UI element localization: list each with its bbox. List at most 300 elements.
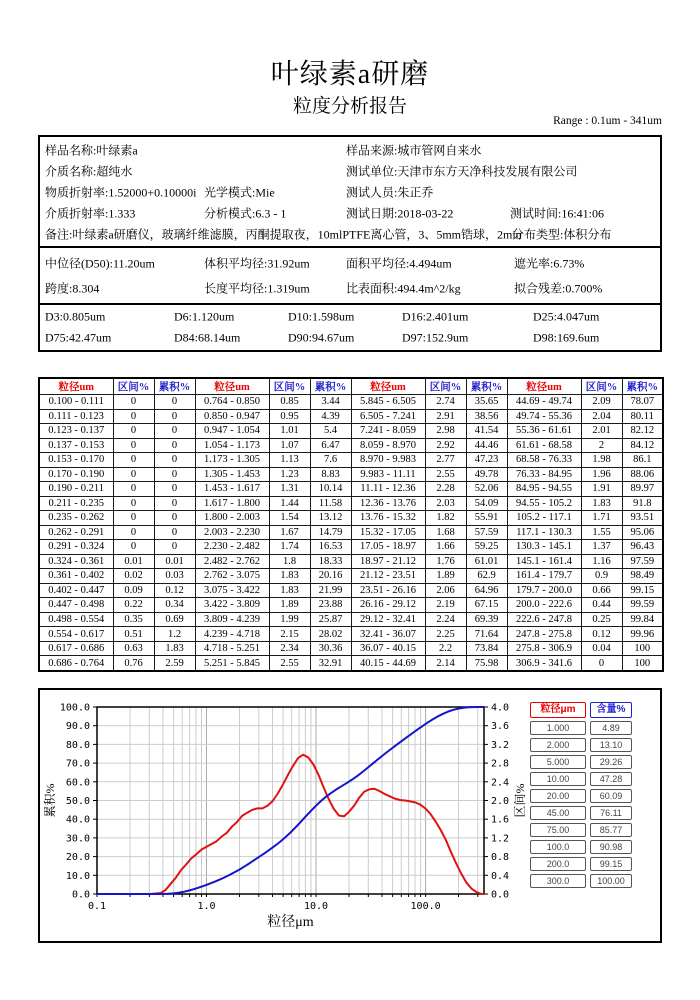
size-column-header: 粒径um <box>195 378 269 395</box>
checkpoint-size-value: 75.00 <box>530 823 586 837</box>
dist-range-cell: 275.8 - 306.9 <box>507 641 581 656</box>
checkpoint-content-header: 含量% <box>590 702 632 718</box>
dist-cumulative-cell: 82.12 <box>622 424 663 439</box>
dist-range-cell: 76.33 - 84.95 <box>507 467 581 482</box>
dist-range-cell: 29.12 - 32.41 <box>351 612 425 627</box>
dist-range-cell: 179.7 - 200.0 <box>507 583 581 598</box>
checkpoint-row <box>530 840 634 854</box>
x-axis-title: 粒径μm <box>267 915 314 930</box>
distribution-row <box>39 569 663 584</box>
svg-text:60.0: 60.0 <box>65 777 90 789</box>
material-refractive-index: 物质折射率:1.52000+0.10000i <box>45 185 197 199</box>
distribution-row <box>39 540 663 555</box>
dist-cumulative-cell: 0 <box>154 482 195 497</box>
checkpoint-row <box>530 857 634 871</box>
stat-row <box>40 276 660 302</box>
dist-cumulative-cell: 57.59 <box>466 525 507 540</box>
dist-cumulative-cell: 0.12 <box>154 583 195 598</box>
d-values-box <box>38 303 662 352</box>
dist-range-cell: 0.211 - 0.235 <box>39 496 113 511</box>
distribution-table <box>38 377 664 672</box>
distribution-row <box>39 409 663 424</box>
dist-range-cell: 0.498 - 0.554 <box>39 612 113 627</box>
dist-cumulative-cell: 64.96 <box>466 583 507 598</box>
dist-interval-cell: 0 <box>113 424 154 439</box>
obscuration: 遮光率:6.73% <box>514 256 585 271</box>
dist-range-cell: 0.764 - 0.850 <box>195 395 269 410</box>
dist-interval-cell: 2.04 <box>581 409 622 424</box>
svg-text:80.0: 80.0 <box>65 739 90 751</box>
dist-interval-cell: 2.19 <box>425 598 466 613</box>
optical-model: 光学模式:Mie <box>204 185 275 199</box>
dist-cumulative-cell: 13.12 <box>310 511 351 526</box>
test-time: 测试时间:16:41:06 <box>510 206 605 220</box>
svg-text:0.8: 0.8 <box>491 852 510 864</box>
checkpoint-size-value: 5.000 <box>530 755 586 769</box>
distribution-row <box>39 612 663 627</box>
dist-interval-cell: 2.28 <box>425 482 466 497</box>
dist-range-cell: 3.809 - 4.239 <box>195 612 269 627</box>
dist-interval-cell: 1.55 <box>581 525 622 540</box>
dist-range-cell: 0.262 - 0.291 <box>39 525 113 540</box>
d75-value: D75:42.47um <box>45 330 112 345</box>
dist-interval-cell: 1.54 <box>269 511 310 526</box>
dist-interval-cell: 2.06 <box>425 583 466 598</box>
distribution-row <box>39 424 663 439</box>
dist-cumulative-cell: 99.96 <box>622 627 663 642</box>
d98-value: D98:169.6um <box>533 330 600 345</box>
dist-range-cell: 94.55 - 105.2 <box>507 496 581 511</box>
d97-value: D97:152.9um <box>402 330 469 345</box>
dist-cumulative-cell: 6.47 <box>310 438 351 453</box>
dist-range-cell: 4.239 - 4.718 <box>195 627 269 642</box>
dist-cumulative-cell: 0 <box>154 409 195 424</box>
checkpoint-size-value: 45.00 <box>530 806 586 820</box>
dist-cumulative-cell: 54.09 <box>466 496 507 511</box>
checkpoint-row <box>530 874 634 888</box>
sample-info-box <box>38 135 662 248</box>
checkpoint-row <box>530 721 634 735</box>
svg-text:4.0: 4.0 <box>491 702 510 714</box>
dist-interval-cell: 0.9 <box>581 569 622 584</box>
dist-range-cell: 3.075 - 3.422 <box>195 583 269 598</box>
dist-interval-cell: 0.51 <box>113 627 154 642</box>
dist-interval-cell: 2.55 <box>269 656 310 671</box>
dist-range-cell: 161.4 - 179.7 <box>507 569 581 584</box>
distribution-row <box>39 453 663 468</box>
dist-range-cell: 40.15 - 44.69 <box>351 656 425 671</box>
dist-range-cell: 117.1 - 130.3 <box>507 525 581 540</box>
report-subtitle: 粒度分析报告 <box>292 96 407 117</box>
dist-range-cell: 0.361 - 0.402 <box>39 569 113 584</box>
cumulative-column-header: 累积% <box>154 378 195 395</box>
dist-interval-cell: 0 <box>113 395 154 410</box>
cumulative-column-header: 累积% <box>622 378 663 395</box>
dist-range-cell: 17.05 - 18.97 <box>351 540 425 555</box>
dist-range-cell: 7.241 - 8.059 <box>351 424 425 439</box>
dist-interval-cell: 1.71 <box>581 511 622 526</box>
dist-interval-cell: 1.89 <box>425 569 466 584</box>
dist-interval-cell: 0.95 <box>269 409 310 424</box>
dist-range-cell: 0.100 - 0.111 <box>39 395 113 410</box>
dist-interval-cell: 1.37 <box>581 540 622 555</box>
interval-column-header: 区间% <box>113 378 154 395</box>
info-row <box>40 160 660 181</box>
dist-cumulative-cell: 89.97 <box>622 482 663 497</box>
checkpoint-row <box>530 772 634 786</box>
distribution-row <box>39 482 663 497</box>
dist-range-cell: 0.617 - 0.686 <box>39 641 113 656</box>
svg-text:30.0: 30.0 <box>65 833 90 845</box>
checkpoint-content-value: 47.28 <box>590 772 632 786</box>
dist-cumulative-cell: 5.4 <box>310 424 351 439</box>
svg-text:0.1: 0.1 <box>87 901 107 912</box>
dist-range-cell: 1.800 - 2.003 <box>195 511 269 526</box>
dist-cumulative-cell: 78.07 <box>622 395 663 410</box>
checkpoint-content-value: 85.77 <box>590 823 632 837</box>
dist-interval-cell: 0 <box>581 656 622 671</box>
svg-text:50.0: 50.0 <box>65 796 90 807</box>
dist-interval-cell: 1.76 <box>425 554 466 569</box>
dist-cumulative-cell: 11.58 <box>310 496 351 511</box>
dist-range-cell: 84.95 - 94.55 <box>507 482 581 497</box>
dist-interval-cell: 0 <box>113 438 154 453</box>
dist-cumulative-cell: 0 <box>154 540 195 555</box>
dist-interval-cell: 1.31 <box>269 482 310 497</box>
dist-interval-cell: 0 <box>113 482 154 497</box>
dist-interval-cell: 1.23 <box>269 467 310 482</box>
dist-cumulative-cell: 20.16 <box>310 569 351 584</box>
svg-text:100.0: 100.0 <box>410 901 441 912</box>
dist-cumulative-cell: 47.23 <box>466 453 507 468</box>
d3-value: D3:0.805um <box>45 309 106 324</box>
checkpoint-header-row <box>530 702 634 718</box>
distribution-row <box>39 641 663 656</box>
info-row <box>40 181 660 202</box>
tester: 测试人员:朱正乔 <box>346 185 434 199</box>
dist-cumulative-cell: 91.8 <box>622 496 663 511</box>
dist-range-cell: 44.69 - 49.74 <box>507 395 581 410</box>
svg-text:3.2: 3.2 <box>491 739 510 751</box>
dist-cumulative-cell: 0 <box>154 525 195 540</box>
dist-range-cell: 61.61 - 68.58 <box>507 438 581 453</box>
checkpoint-content-value: 99.15 <box>590 857 632 871</box>
dist-range-cell: 0.554 - 0.617 <box>39 627 113 642</box>
dist-interval-cell: 1.91 <box>581 482 622 497</box>
dist-cumulative-cell: 62.9 <box>466 569 507 584</box>
checkpoint-table <box>530 702 634 891</box>
dist-cumulative-cell: 30.36 <box>310 641 351 656</box>
dist-cumulative-cell: 73.84 <box>466 641 507 656</box>
dist-range-cell: 49.74 - 55.36 <box>507 409 581 424</box>
dist-cumulative-cell: 3.44 <box>310 395 351 410</box>
checkpoint-row <box>530 755 634 769</box>
dist-interval-cell: 1.66 <box>425 540 466 555</box>
dist-interval-cell: 0.22 <box>113 598 154 613</box>
dist-range-cell: 200.0 - 222.6 <box>507 598 581 613</box>
dist-cumulative-cell: 84.12 <box>622 438 663 453</box>
svg-text:2.8: 2.8 <box>491 758 510 770</box>
dist-range-cell: 0.686 - 0.764 <box>39 656 113 671</box>
dist-range-cell: 8.970 - 9.983 <box>351 453 425 468</box>
dist-cumulative-cell: 75.98 <box>466 656 507 671</box>
distribution-row <box>39 656 663 671</box>
dist-range-cell: 11.11 - 12.36 <box>351 482 425 497</box>
dist-interval-cell: 1.83 <box>581 496 622 511</box>
size-column-header: 粒径um <box>39 378 113 395</box>
dist-interval-cell: 0 <box>113 540 154 555</box>
dist-interval-cell: 2.2 <box>425 641 466 656</box>
size-column-header: 粒径um <box>507 378 581 395</box>
dist-range-cell: 3.422 - 3.809 <box>195 598 269 613</box>
d90-value: D90:94.67um <box>288 330 355 345</box>
svg-text:3.6: 3.6 <box>491 721 510 733</box>
distribution-row <box>39 511 663 526</box>
test-date: 测试日期:2018-03-22 <box>346 206 454 220</box>
fit-residual: 拟合残差:0.700% <box>514 281 603 296</box>
dist-cumulative-cell: 100 <box>622 641 663 656</box>
dist-interval-cell: 2.77 <box>425 453 466 468</box>
dist-interval-cell: 1.99 <box>269 612 310 627</box>
remark: 备注:叶绿素a研磨仪，玻璃纤维滤膜，丙酮提取夜，10mlPTFE离心管，3、5mm锆球，2min <box>45 227 522 241</box>
dist-interval-cell: 1.82 <box>425 511 466 526</box>
svg-text:100.0: 100.0 <box>59 702 90 714</box>
distribution-row <box>39 496 663 511</box>
dist-range-cell: 2.230 - 2.482 <box>195 540 269 555</box>
dist-range-cell: 1.305 - 1.453 <box>195 467 269 482</box>
checkpoint-content-value: 13.10 <box>590 738 632 752</box>
left-axis-title: 累积% <box>43 783 57 818</box>
dist-range-cell: 0.137 - 0.153 <box>39 438 113 453</box>
dist-range-cell: 130.3 - 145.1 <box>507 540 581 555</box>
dist-range-cell: 1.054 - 1.173 <box>195 438 269 453</box>
d25-value: D25:4.047um <box>533 309 600 324</box>
dist-interval-cell: 2.14 <box>425 656 466 671</box>
dist-interval-cell: 1.13 <box>269 453 310 468</box>
dist-interval-cell: 1.83 <box>269 583 310 598</box>
dist-interval-cell: 2.92 <box>425 438 466 453</box>
svg-text:0.0: 0.0 <box>71 889 90 901</box>
dist-range-cell: 55.36 - 61.61 <box>507 424 581 439</box>
dist-range-cell: 26.16 - 29.12 <box>351 598 425 613</box>
sample-name: 样品名称:叶绿素a <box>45 143 138 157</box>
dist-cumulative-cell: 61.01 <box>466 554 507 569</box>
dist-interval-cell: 2.98 <box>425 424 466 439</box>
dist-cumulative-cell: 0 <box>154 511 195 526</box>
checkpoint-row <box>530 789 634 803</box>
dist-interval-cell: 2.01 <box>581 424 622 439</box>
dist-range-cell: 6.505 - 7.241 <box>351 409 425 424</box>
dist-cumulative-cell: 28.02 <box>310 627 351 642</box>
dist-interval-cell: 2 <box>581 438 622 453</box>
svg-text:10.0: 10.0 <box>303 901 329 912</box>
span-value: 跨度:8.304 <box>45 281 100 296</box>
dist-interval-cell: 0 <box>113 453 154 468</box>
checkpoint-content-value: 29.26 <box>590 755 632 769</box>
median-d50: 中位径(D50):11.20um <box>45 256 155 271</box>
dist-range-cell: 2.003 - 2.230 <box>195 525 269 540</box>
dist-cumulative-cell: 80.11 <box>622 409 663 424</box>
dist-interval-cell: 0 <box>113 511 154 526</box>
dist-interval-cell: 0.02 <box>113 569 154 584</box>
checkpoint-content-value: 90.98 <box>590 840 632 854</box>
right-axis-title: 区间% <box>513 783 527 818</box>
dist-cumulative-cell: 0 <box>154 467 195 482</box>
dist-range-cell: 1.617 - 1.800 <box>195 496 269 511</box>
analysis-mode: 分析模式:6.3 - 1 <box>204 206 287 220</box>
checkpoint-size-value: 200.0 <box>530 857 586 871</box>
dist-range-cell: 1.453 - 1.617 <box>195 482 269 497</box>
dist-range-cell: 0.947 - 1.054 <box>195 424 269 439</box>
sample-source: 样品来源:城市管网自来水 <box>346 143 482 157</box>
dist-range-cell: 0.324 - 0.361 <box>39 554 113 569</box>
report-title: 叶绿素a研磨 <box>270 59 430 90</box>
dist-cumulative-cell: 0.01 <box>154 554 195 569</box>
dist-range-cell: 0.235 - 0.262 <box>39 511 113 526</box>
checkpoint-size-value: 10.00 <box>530 772 586 786</box>
dist-cumulative-cell: 0 <box>154 395 195 410</box>
area-mean-diameter: 面积平均径:4.494um <box>346 256 452 271</box>
test-unit: 测试单位:天津市东方天净科技发展有限公司 <box>346 164 578 178</box>
dist-interval-cell: 1.16 <box>581 554 622 569</box>
dist-range-cell: 36.07 - 40.15 <box>351 641 425 656</box>
dist-cumulative-cell: 16.53 <box>310 540 351 555</box>
svg-text:2.4: 2.4 <box>491 777 510 789</box>
dist-interval-cell: 0.85 <box>269 395 310 410</box>
dist-interval-cell: 0.66 <box>581 583 622 598</box>
dist-cumulative-cell: 59.25 <box>466 540 507 555</box>
dist-range-cell: 0.111 - 0.123 <box>39 409 113 424</box>
dist-cumulative-cell: 0 <box>154 496 195 511</box>
dist-range-cell: 13.76 - 15.32 <box>351 511 425 526</box>
dist-interval-cell: 2.91 <box>425 409 466 424</box>
dist-interval-cell: 1.44 <box>269 496 310 511</box>
dist-interval-cell: 1.01 <box>269 424 310 439</box>
dist-cumulative-cell: 0.03 <box>154 569 195 584</box>
dist-cumulative-cell: 7.6 <box>310 453 351 468</box>
dist-interval-cell: 1.96 <box>581 467 622 482</box>
dist-range-cell: 247.8 - 275.8 <box>507 627 581 642</box>
dist-range-cell: 32.41 - 36.07 <box>351 627 425 642</box>
dist-interval-cell: 2.55 <box>425 467 466 482</box>
dist-cumulative-cell: 0 <box>154 453 195 468</box>
checkpoint-size-value: 1.000 <box>530 721 586 735</box>
range-label: Range : 0.1um - 341um <box>553 115 662 127</box>
dist-cumulative-cell: 44.46 <box>466 438 507 453</box>
dist-range-cell: 2.762 - 3.075 <box>195 569 269 584</box>
dist-range-cell: 12.36 - 13.76 <box>351 496 425 511</box>
svg-text:0.0: 0.0 <box>491 889 510 901</box>
dist-interval-cell: 2.09 <box>581 395 622 410</box>
dist-cumulative-cell: 0 <box>154 438 195 453</box>
dist-cumulative-cell: 41.54 <box>466 424 507 439</box>
dist-interval-cell: 0.76 <box>113 656 154 671</box>
dist-interval-cell: 0.25 <box>581 612 622 627</box>
dist-cumulative-cell: 55.91 <box>466 511 507 526</box>
dist-range-cell: 306.9 - 341.6 <box>507 656 581 671</box>
dist-interval-cell: 0 <box>113 409 154 424</box>
dist-cumulative-cell: 2.59 <box>154 656 195 671</box>
info-row <box>40 202 660 223</box>
dist-interval-cell: 0 <box>113 496 154 511</box>
svg-text:0.4: 0.4 <box>491 870 510 882</box>
dist-cumulative-cell: 97.59 <box>622 554 663 569</box>
svg-text:90.0: 90.0 <box>65 721 90 733</box>
dist-interval-cell: 2.34 <box>269 641 310 656</box>
svg-text:70.0: 70.0 <box>65 758 90 770</box>
checkpoint-size-value: 2.000 <box>530 738 586 752</box>
distribution-row <box>39 598 663 613</box>
dist-cumulative-cell: 18.33 <box>310 554 351 569</box>
dist-cumulative-cell: 88.06 <box>622 467 663 482</box>
dist-range-cell: 105.2 - 117.1 <box>507 511 581 526</box>
medium-name: 介质名称:超纯水 <box>45 164 133 178</box>
dist-cumulative-cell: 4.39 <box>310 409 351 424</box>
dist-interval-cell: 1.89 <box>269 598 310 613</box>
dist-cumulative-cell: 96.43 <box>622 540 663 555</box>
dist-cumulative-cell: 0.34 <box>154 598 195 613</box>
checkpoint-content-value: 100.00 <box>590 874 632 888</box>
dist-range-cell: 9.983 - 11.11 <box>351 467 425 482</box>
dist-interval-cell: 1.68 <box>425 525 466 540</box>
interval-column-header: 区间% <box>425 378 466 395</box>
dist-interval-cell: 0 <box>113 467 154 482</box>
dist-cumulative-cell: 93.51 <box>622 511 663 526</box>
d-values-row <box>40 328 660 349</box>
interval-column-header: 区间% <box>581 378 622 395</box>
interval-column-header: 区间% <box>269 378 310 395</box>
dist-cumulative-cell: 95.06 <box>622 525 663 540</box>
distribution-type: 分布类型:体积分布 <box>512 227 612 241</box>
cumulative-column-header: 累积% <box>310 378 351 395</box>
dist-interval-cell: 0.04 <box>581 641 622 656</box>
dist-cumulative-cell: 1.83 <box>154 641 195 656</box>
dist-range-cell: 0.850 - 0.947 <box>195 409 269 424</box>
d-values-row <box>40 307 660 328</box>
volume-mean-diameter: 体积平均径:31.92um <box>204 256 310 271</box>
dist-range-cell: 0.402 - 0.447 <box>39 583 113 598</box>
medium-refractive-index: 介质折射率:1.333 <box>45 206 136 220</box>
dist-cumulative-cell: 10.14 <box>310 482 351 497</box>
dist-range-cell: 23.51 - 26.16 <box>351 583 425 598</box>
checkpoint-content-value: 60.09 <box>590 789 632 803</box>
dist-range-cell: 21.12 - 23.51 <box>351 569 425 584</box>
distribution-row <box>39 438 663 453</box>
dist-range-cell: 0.123 - 0.137 <box>39 424 113 439</box>
dist-range-cell: 0.291 - 0.324 <box>39 540 113 555</box>
checkpoint-row <box>530 738 634 752</box>
dist-interval-cell: 0 <box>113 525 154 540</box>
dist-interval-cell: 0.12 <box>581 627 622 642</box>
dist-cumulative-cell: 21.99 <box>310 583 351 598</box>
d6-value: D6:1.120um <box>174 309 235 324</box>
dist-range-cell: 68.58 - 76.33 <box>507 453 581 468</box>
dist-range-cell: 4.718 - 5.251 <box>195 641 269 656</box>
dist-interval-cell: 2.74 <box>425 395 466 410</box>
dist-interval-cell: 1.67 <box>269 525 310 540</box>
dist-cumulative-cell: 8.83 <box>310 467 351 482</box>
dist-range-cell: 0.170 - 0.190 <box>39 467 113 482</box>
dist-cumulative-cell: 14.79 <box>310 525 351 540</box>
dist-cumulative-cell: 32.91 <box>310 656 351 671</box>
checkpoint-content-value: 4.89 <box>590 721 632 735</box>
dist-range-cell: 8.059 - 8.970 <box>351 438 425 453</box>
checkpoint-size-value: 300.0 <box>530 874 586 888</box>
dist-cumulative-cell: 98.49 <box>622 569 663 584</box>
distribution-row <box>39 467 663 482</box>
cumulative-column-header: 累积% <box>466 378 507 395</box>
svg-text:1.2: 1.2 <box>491 833 510 845</box>
